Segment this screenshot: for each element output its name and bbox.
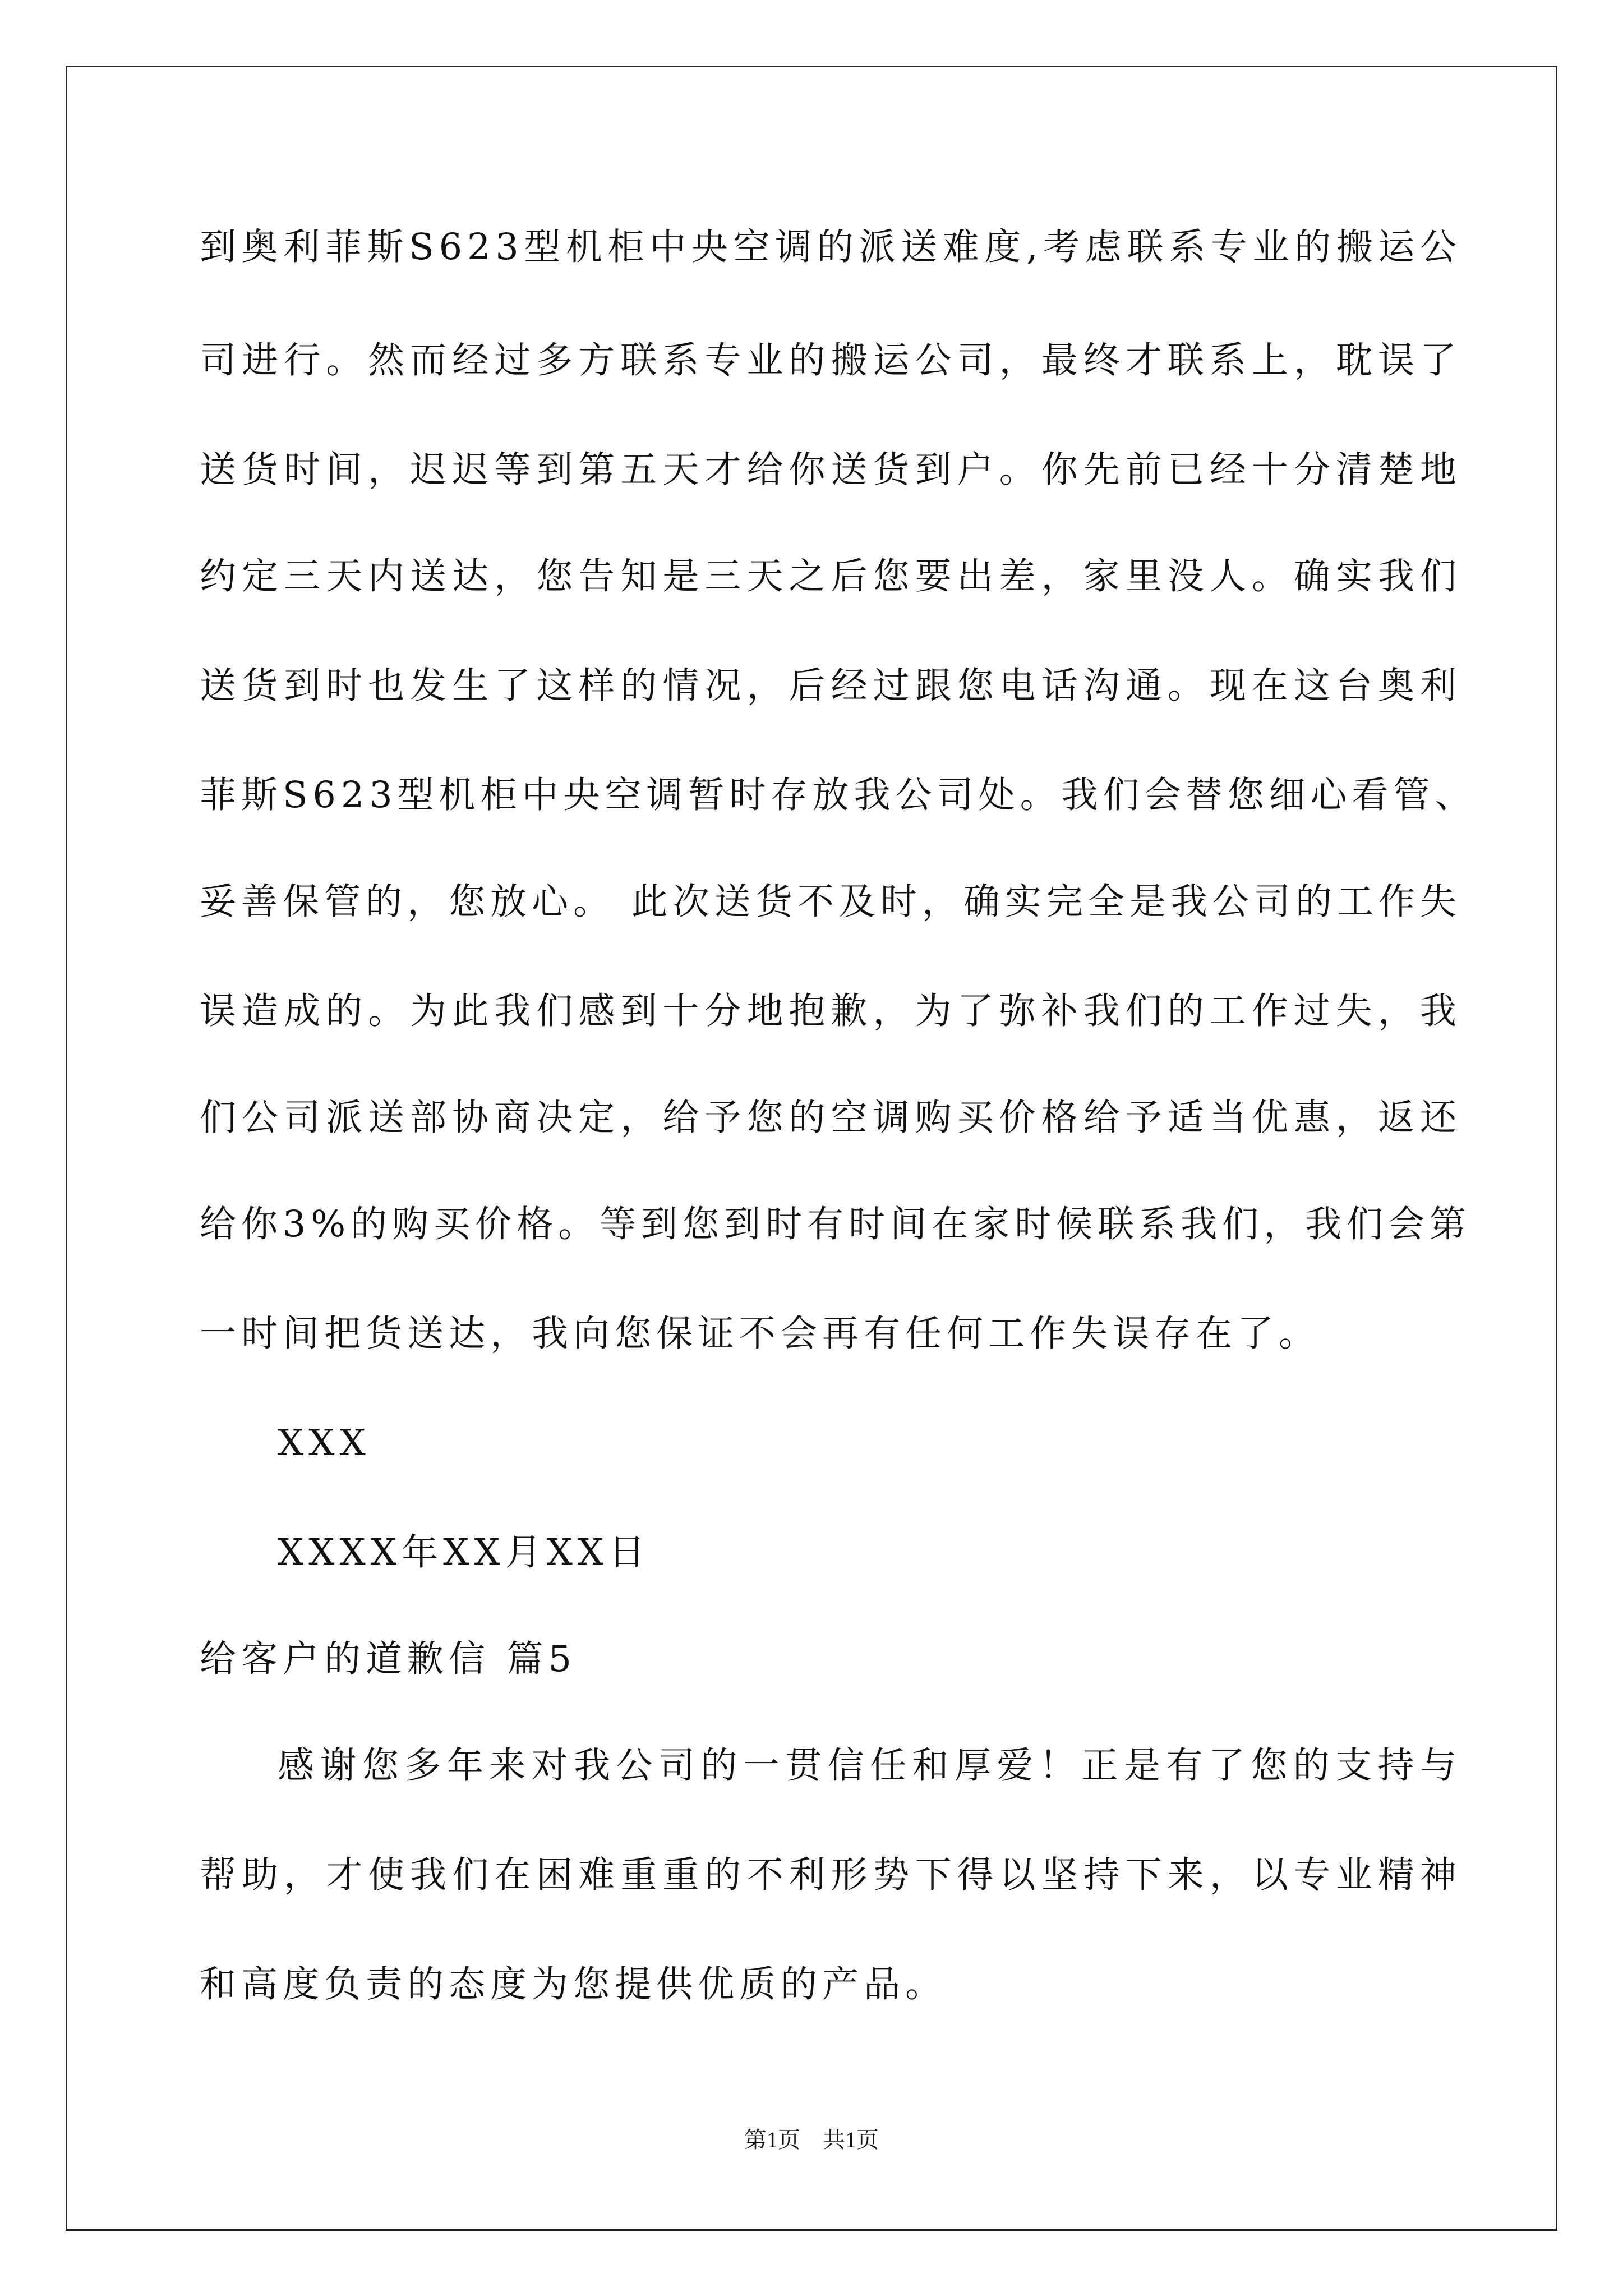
body-line-9: 们公司派送部协商决定，给予您的空调购买价格给予适当优惠，返还 (200, 1097, 1461, 1139)
body-line-6: 菲斯S623型机柜中央空调暂时存放我公司处。我们会替您细心看管、 (200, 774, 1477, 816)
signature: XXX (278, 1422, 371, 1464)
page-footer: 第1页 共1页 (744, 2127, 879, 2152)
body-line-4: 约定三天内送达，您告知是三天之后您要出差，家里没人。确实我们 (200, 555, 1461, 597)
page-border (66, 66, 1557, 2231)
body-line-7: 妥善保管的，您放心。 此次送货不及时，确实完全是我公司的工作失 (200, 881, 1461, 923)
section-line-1: 感谢您多年来对我公司的一贯信任和厚爱！正是有了您的支持与 (278, 1745, 1461, 1787)
body-line-3: 送货时间，迟迟等到第五天才给你送货到户。你先前已经十分清楚地 (200, 449, 1461, 491)
body-line-2: 司进行。然而经过多方联系专业的搬运公司，最终才联系上，耽误了 (200, 339, 1461, 381)
section-line-3: 和高度负责的态度为您提供优质的产品。 (200, 1963, 947, 2005)
body-line-8: 误造成的。为此我们感到十分地抱歉，为了弥补我们的工作过失，我 (200, 990, 1461, 1032)
body-line-5: 送货到时也发生了这样的情况，后经过跟您电话沟通。现在这台奥利 (200, 665, 1461, 707)
section-title: 给客户的道歉信 篇5 (200, 1638, 577, 1680)
body-line-10: 给你3%的购买价格。等到您到时有时间在家时候联系我们，我们会第 (200, 1203, 1472, 1245)
body-line-11: 一时间把货送达，我向您保证不会再有任何工作失误存在了。 (200, 1313, 1321, 1355)
date-line: XXXX年XX月XX日 (278, 1531, 651, 1573)
body-line-1: 到奥利菲斯S623型机柜中央空调的派送难度,考虑联系专业的搬运公 (200, 226, 1461, 268)
section-line-2: 帮助，才使我们在困难重重的不利形势下得以坚持下来，以专业精神 (200, 1854, 1461, 1896)
